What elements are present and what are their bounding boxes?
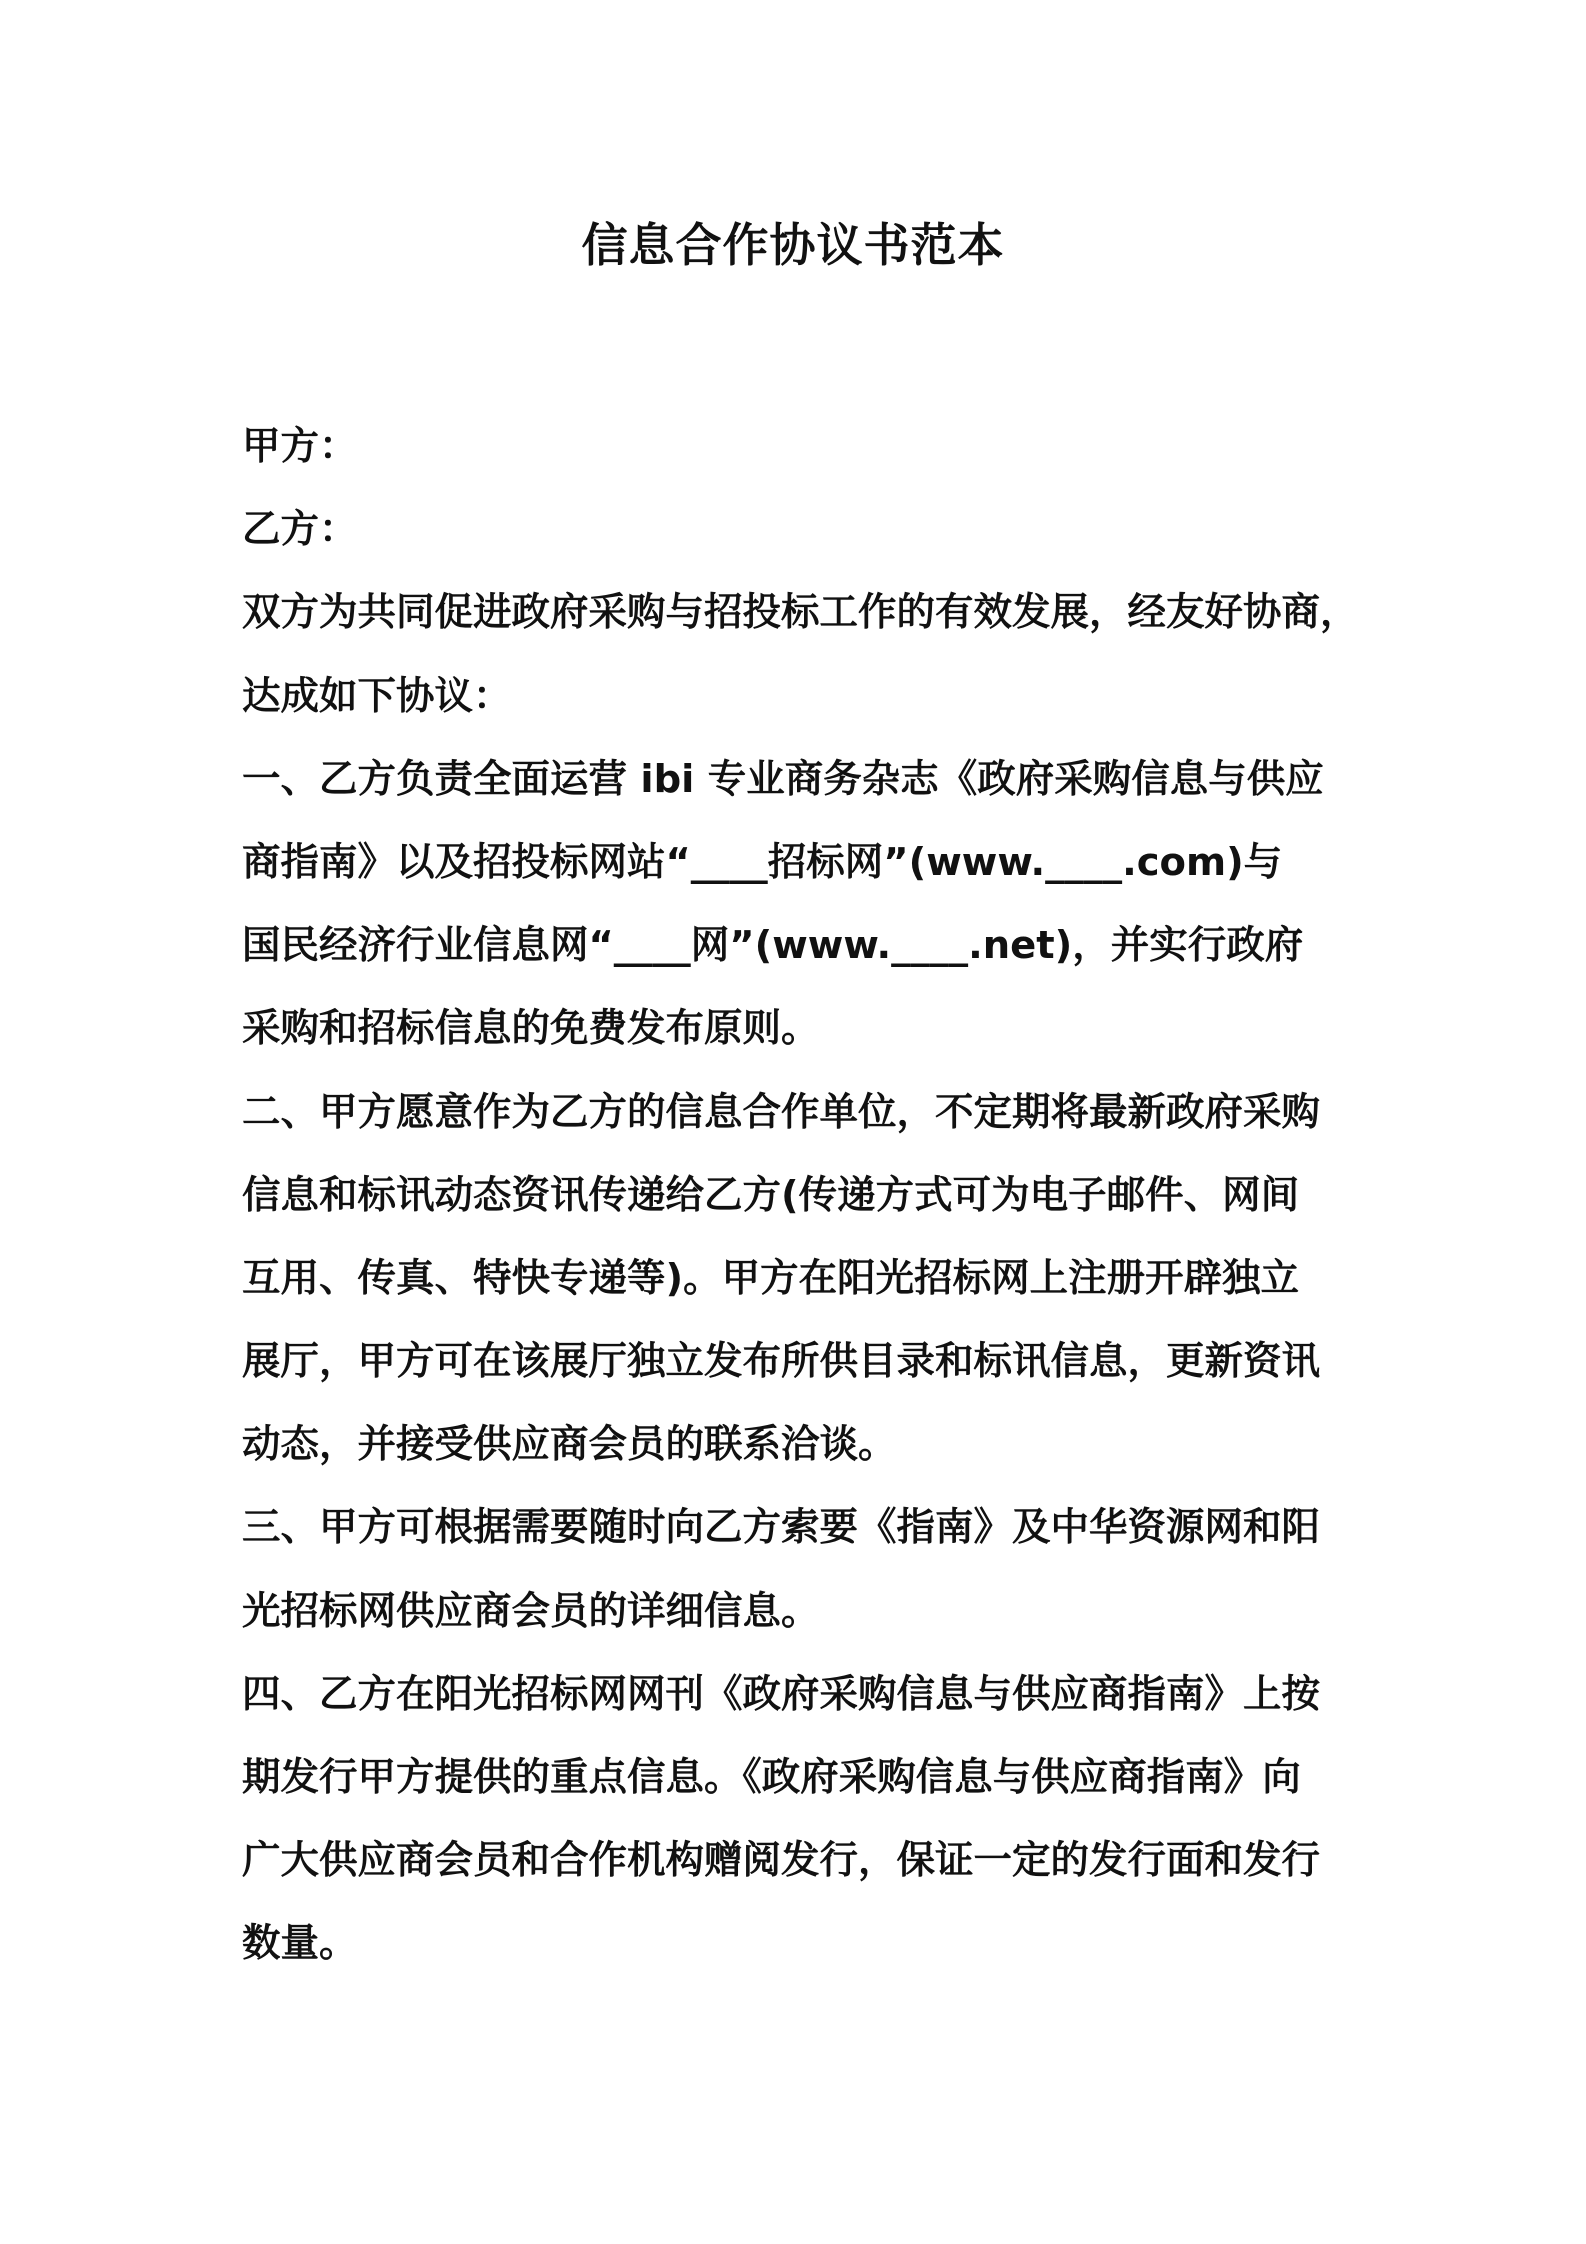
clause-4-line: 数量。 bbox=[242, 1921, 358, 1967]
document-title: 信息合作协议书范本 bbox=[581, 218, 1005, 272]
preamble-line: 达成如下协议： bbox=[242, 673, 512, 719]
clause-3-line: 三、甲方可根据需要随时向乙方索要《指南》及中华资源网和阳 bbox=[242, 1505, 1321, 1551]
clause-4-line: 期发行甲方提供的重点信息。《政府采购信息与供应商指南》向 bbox=[242, 1755, 1301, 1800]
clause-2-line: 二、甲方愿意作为乙方的信息合作单位，不定期将最新政府采购 bbox=[242, 1089, 1321, 1135]
preamble-line: 双方为共同促进政府采购与招投标工作的有效发展，经友好协商， bbox=[242, 590, 1359, 636]
clause-1-line: 商指南》以及招投标网站“____招标网”(www.____.com)与 bbox=[242, 839, 1283, 885]
clause-2-line: 展厅，甲方可在该展厅独立发布所供目录和标讯信息，更新资讯 bbox=[242, 1339, 1321, 1385]
party-b-line: 乙方： bbox=[242, 507, 358, 553]
clause-4-line: 四、乙方在阳光招标网网刊《政府采购信息与供应商指南》上按 bbox=[242, 1671, 1321, 1717]
clause-1-line: 一、乙方负责全面运营 ibi 专业商务杂志《政府采购信息与供应 bbox=[242, 756, 1324, 802]
clause-1-line: 国民经济行业信息网“____网”(www.____.net)，并实行政府 bbox=[242, 923, 1304, 969]
document-body bbox=[242, 405, 1362, 1986]
clause-2-line: 信息和标讯动态资讯传递给乙方(传递方式可为电子邮件、网间 bbox=[242, 1172, 1300, 1218]
clause-2-line: 动态，并接受供应商会员的联系洽谈。 bbox=[242, 1422, 897, 1468]
clause-2-line: 互用、传真、特快专递等)。甲方在阳光招标网上注册开辟独立 bbox=[242, 1255, 1300, 1301]
clause-1-line: 采购和招标信息的免费发布原则。 bbox=[242, 1006, 820, 1052]
clause-3-line: 光招标网供应商会员的详细信息。 bbox=[242, 1588, 820, 1634]
clause-4-line: 广大供应商会员和合作机构赠阅发行，保证一定的发行面和发行 bbox=[242, 1838, 1321, 1884]
party-a-line: 甲方： bbox=[242, 424, 358, 469]
